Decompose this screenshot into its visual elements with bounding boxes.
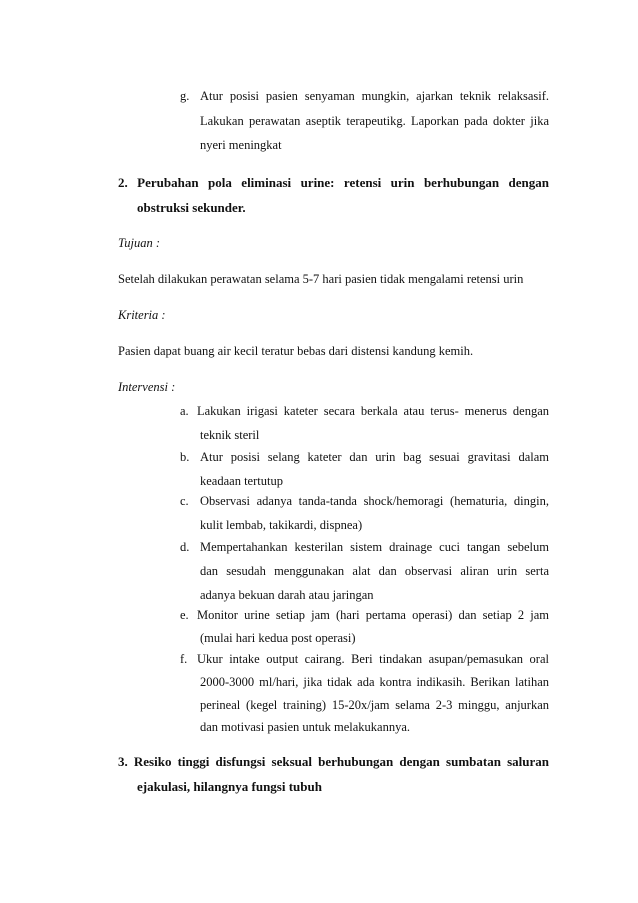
intervensi-label: Intervensi : bbox=[118, 380, 176, 394]
list-item-line: Atur posisi selang kateter dan urin bag sesuai gravitasi dalam bbox=[200, 450, 549, 464]
list-item-label: g. bbox=[180, 89, 190, 103]
kriteria-label: Kriteria : bbox=[118, 308, 166, 322]
list-item-label: a. bbox=[180, 404, 189, 418]
list-item-line: Ukur intake output cairang. Beri tindakan asupan/pemasukan oral bbox=[197, 652, 549, 666]
list-item-line: adanya bekuan darah atau jaringan bbox=[200, 588, 374, 602]
section-heading: 3. Resiko tinggi disfungsi seksual berhubungan dengan sumbatan saluran bbox=[118, 754, 549, 769]
list-item-label: e. bbox=[180, 608, 189, 622]
list-item-label: c. bbox=[180, 494, 189, 508]
list-item-line: Mempertahankan kesterilan sistem drainage cuci tangan sebelum bbox=[200, 540, 549, 554]
list-item-line: dan sesudah menggunakan alat dan observasi aliran urin serta bbox=[200, 564, 549, 578]
list-item-line: (mulai hari kedua post operasi) bbox=[200, 631, 356, 645]
list-item-label: d. bbox=[180, 540, 190, 554]
tujuan-text: Setelah dilakukan perawatan selama 5-7 hari pasien tidak mengalami retensi urin bbox=[118, 272, 524, 286]
list-item-line: Atur posisi pasien senyaman mungkin, ajarkan teknik relaksasif. bbox=[200, 89, 549, 103]
list-item-label: b. bbox=[180, 450, 190, 464]
section-heading: 2. Perubahan pola eliminasi urine: retensi urin berhubungan dengan bbox=[118, 175, 549, 190]
list-item-label: f. bbox=[180, 652, 188, 666]
list-item-line: kulit lembab, takikardi, dispnea) bbox=[200, 518, 363, 532]
kriteria-text: Pasien dapat buang air kecil teratur bebas dari distensi kandung kemih. bbox=[118, 344, 474, 358]
list-item-line: 2000-3000 ml/hari, jika tidak ada kontra indikasih. Berikan latihan bbox=[200, 675, 549, 689]
list-item-line: teknik steril bbox=[200, 428, 260, 442]
section-heading-cont: ejakulasi, hilangnya fungsi tubuh bbox=[137, 779, 322, 794]
list-item-line: keadaan tertutup bbox=[200, 474, 283, 488]
list-item-line: Observasi adanya tanda-tanda shock/hemoragi (hematuria, dingin, bbox=[200, 494, 549, 508]
list-item-line: perineal (kegel training) 15-20x/jam selama 2-3 minggu, anjurkan bbox=[200, 698, 549, 712]
list-item-line: Lakukan perawatan aseptik terapeutikg. Laporkan pada dokter jika bbox=[200, 114, 549, 128]
list-item-line: Lakukan irigasi kateter secara berkala atau terus- menerus dengan bbox=[197, 404, 549, 418]
list-item-line: dan motivasi pasien untuk melakukannya. bbox=[200, 720, 411, 734]
section-heading-cont: obstruksi sekunder. bbox=[137, 200, 246, 215]
list-item-line: Monitor urine setiap jam (hari pertama operasi) dan setiap 2 jam bbox=[197, 608, 549, 622]
list-item-line: nyeri meningkat bbox=[200, 138, 282, 152]
tujuan-label: Tujuan : bbox=[118, 236, 161, 250]
